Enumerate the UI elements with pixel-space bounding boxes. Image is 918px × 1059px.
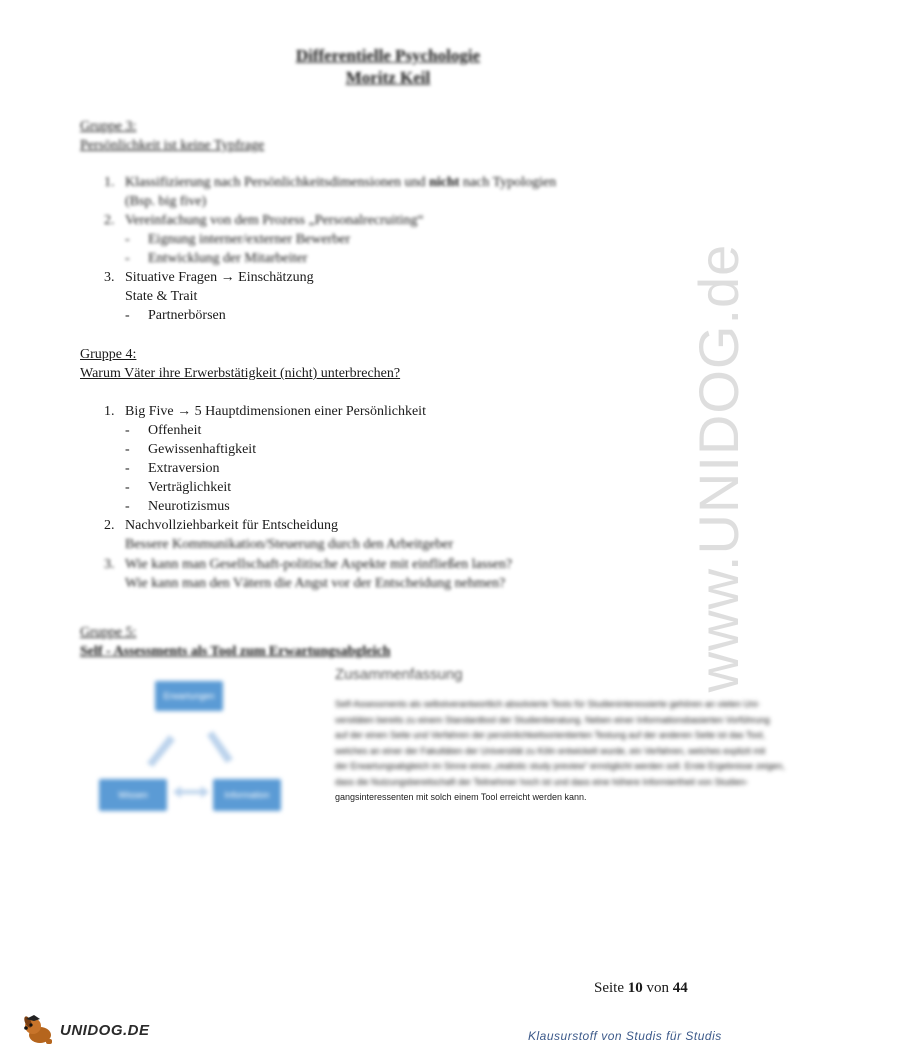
group3-item2: Vereinfachung von dem Prozess „Personalrecruiting“ xyxy=(125,213,424,228)
group4-item2: Nachvollziehbarkeit für Entscheidung xyxy=(125,518,339,533)
footer-tagline: Klausurstoff von Studis für Studis xyxy=(528,1029,722,1043)
summary-line: versitäten bereits zu einem Standardtool der Studienberatung. Neben einer Informationsbasierten Vorführung xyxy=(335,714,770,725)
summary-line: welches an einer der Fakultäten der Universität zu Köln entwickelt wurde, ein Verfahren, welches explizit mit xyxy=(335,745,766,756)
document-author: Moritz Keil xyxy=(345,68,431,87)
group4-item3-line1: Wie kann man Gesellschaft-politische Aspekte mit einfließen lassen? xyxy=(125,557,513,572)
summary-line: dass die Nutzungsbereitschaft der Teilnehmer hoch ist und dass eine höhere Informiertheit von Studien- xyxy=(335,776,749,787)
group3-subtitle: Persönlichkeit ist keine Typfrage xyxy=(80,138,265,153)
group3-item1-text-end: nach Typologien xyxy=(462,175,557,190)
summary-title: Zusammenfassung xyxy=(335,666,463,683)
dimension-item: Neurotizismus xyxy=(148,499,230,514)
bullet-dash: - xyxy=(125,442,130,457)
group4-item1-number: 1. xyxy=(104,404,115,419)
group3-item3-line2: State & Trait xyxy=(125,289,198,304)
group4-item3-number: 3. xyxy=(104,557,115,572)
bullet-dash: - xyxy=(125,251,130,266)
page-current: 10 xyxy=(627,980,643,996)
group3-item1-text: Klassifizierung nach Persönlichkeitsdimensionen und xyxy=(125,175,426,190)
group3-heading: Gruppe 3: xyxy=(80,119,137,134)
dimension-item: Offenheit xyxy=(148,423,202,438)
footer-logo[interactable] xyxy=(22,1013,150,1047)
bullet-dash: - xyxy=(125,423,130,438)
dimension-item: Verträglichkeit xyxy=(148,480,232,495)
group4-item2-number: 2. xyxy=(104,518,115,533)
page-number xyxy=(594,980,688,997)
group3-item2-sub2: Entwicklung der Mitarbeiter xyxy=(148,251,308,266)
group5-heading: Gruppe 5: xyxy=(80,625,137,640)
group3-item2-sub1: Eignung interner/externer Bewerber xyxy=(148,232,351,247)
arrow-right-down xyxy=(207,731,233,763)
group4-item1: Big Five → 5 Hauptdimensionen einer Persönlichkeit xyxy=(125,404,426,419)
dimension-item: Gewissenhaftigkeit xyxy=(148,442,257,457)
group3-item1-line2: (Bsp. big five) xyxy=(125,194,207,209)
bullet-dash: - xyxy=(125,480,130,495)
summary-line: gangsinteressenten mit solch einem Tool erreicht werden kann. xyxy=(335,792,587,802)
dimension-item: Extraversion xyxy=(148,461,220,476)
page-prefix: Seite xyxy=(594,980,624,996)
diagram-box-information: Information xyxy=(213,779,281,811)
page-middle: von xyxy=(646,980,669,996)
bullet-dash: - xyxy=(125,232,130,247)
dog-icon xyxy=(22,1013,56,1047)
group3-item3: Situative Fragen → Einschätzung xyxy=(125,270,314,285)
cycle-diagram xyxy=(95,675,295,825)
group3-item1-number: 1. xyxy=(104,175,115,190)
arrow-horizontal xyxy=(173,786,209,798)
group4-item3-line2: Wie kann man den Vätern die Angst vor der Entscheidung nehmen? xyxy=(125,576,506,591)
group5-subtitle: Self - Assessments als Tool zum Erwartungsabgleich xyxy=(80,644,391,659)
logo-text: UNIDOG.DE xyxy=(60,1021,150,1039)
group3-item3-number: 3. xyxy=(104,270,115,285)
summary-line: Self-Assessments als selbstverantwortlich absolvierte Tests für Studieninteressierte gehören an vielen Uni- xyxy=(335,699,761,709)
group3-item3-sub1: Partnerbörsen xyxy=(148,308,226,323)
diagram-box-knowledge: Wissen xyxy=(99,779,167,811)
summary-text xyxy=(335,697,785,806)
diagram-box-expectations: Erwartungen xyxy=(155,681,223,711)
summary-line: auf der einen Seite und Verfahren der persönlichkeitsorientierten Testung auf der anderen Seite ist das Tool, xyxy=(335,730,765,740)
group3-item1 xyxy=(125,173,556,192)
bullet-dash: - xyxy=(125,308,130,323)
page-total: 44 xyxy=(672,980,688,996)
watermark: www.UNIDOG.de xyxy=(686,243,750,693)
bullet-dash: - xyxy=(125,499,130,514)
group3-item2-number: 2. xyxy=(104,213,115,228)
diagram-arrows xyxy=(95,675,295,825)
group4-item2-line2: Bessere Kommunikation/Steuerung durch den Arbeitgeber xyxy=(125,537,454,552)
summary-line: der Erwartungsabgleich im Sinne eines „realistic study preview“ ermöglicht werden soll. Erste Ergebnisse zeigen, xyxy=(335,761,785,771)
group4-heading: Gruppe 4: xyxy=(80,347,137,362)
arrow-left-up xyxy=(147,735,175,767)
document-title: Differentielle Psychologie xyxy=(295,46,481,65)
group4-subtitle: Warum Väter ihre Erwerbstätigkeit (nicht) unterbrechen? xyxy=(80,366,401,381)
bullet-dash: - xyxy=(125,461,130,476)
group3-item1-bold: nicht xyxy=(429,175,460,190)
